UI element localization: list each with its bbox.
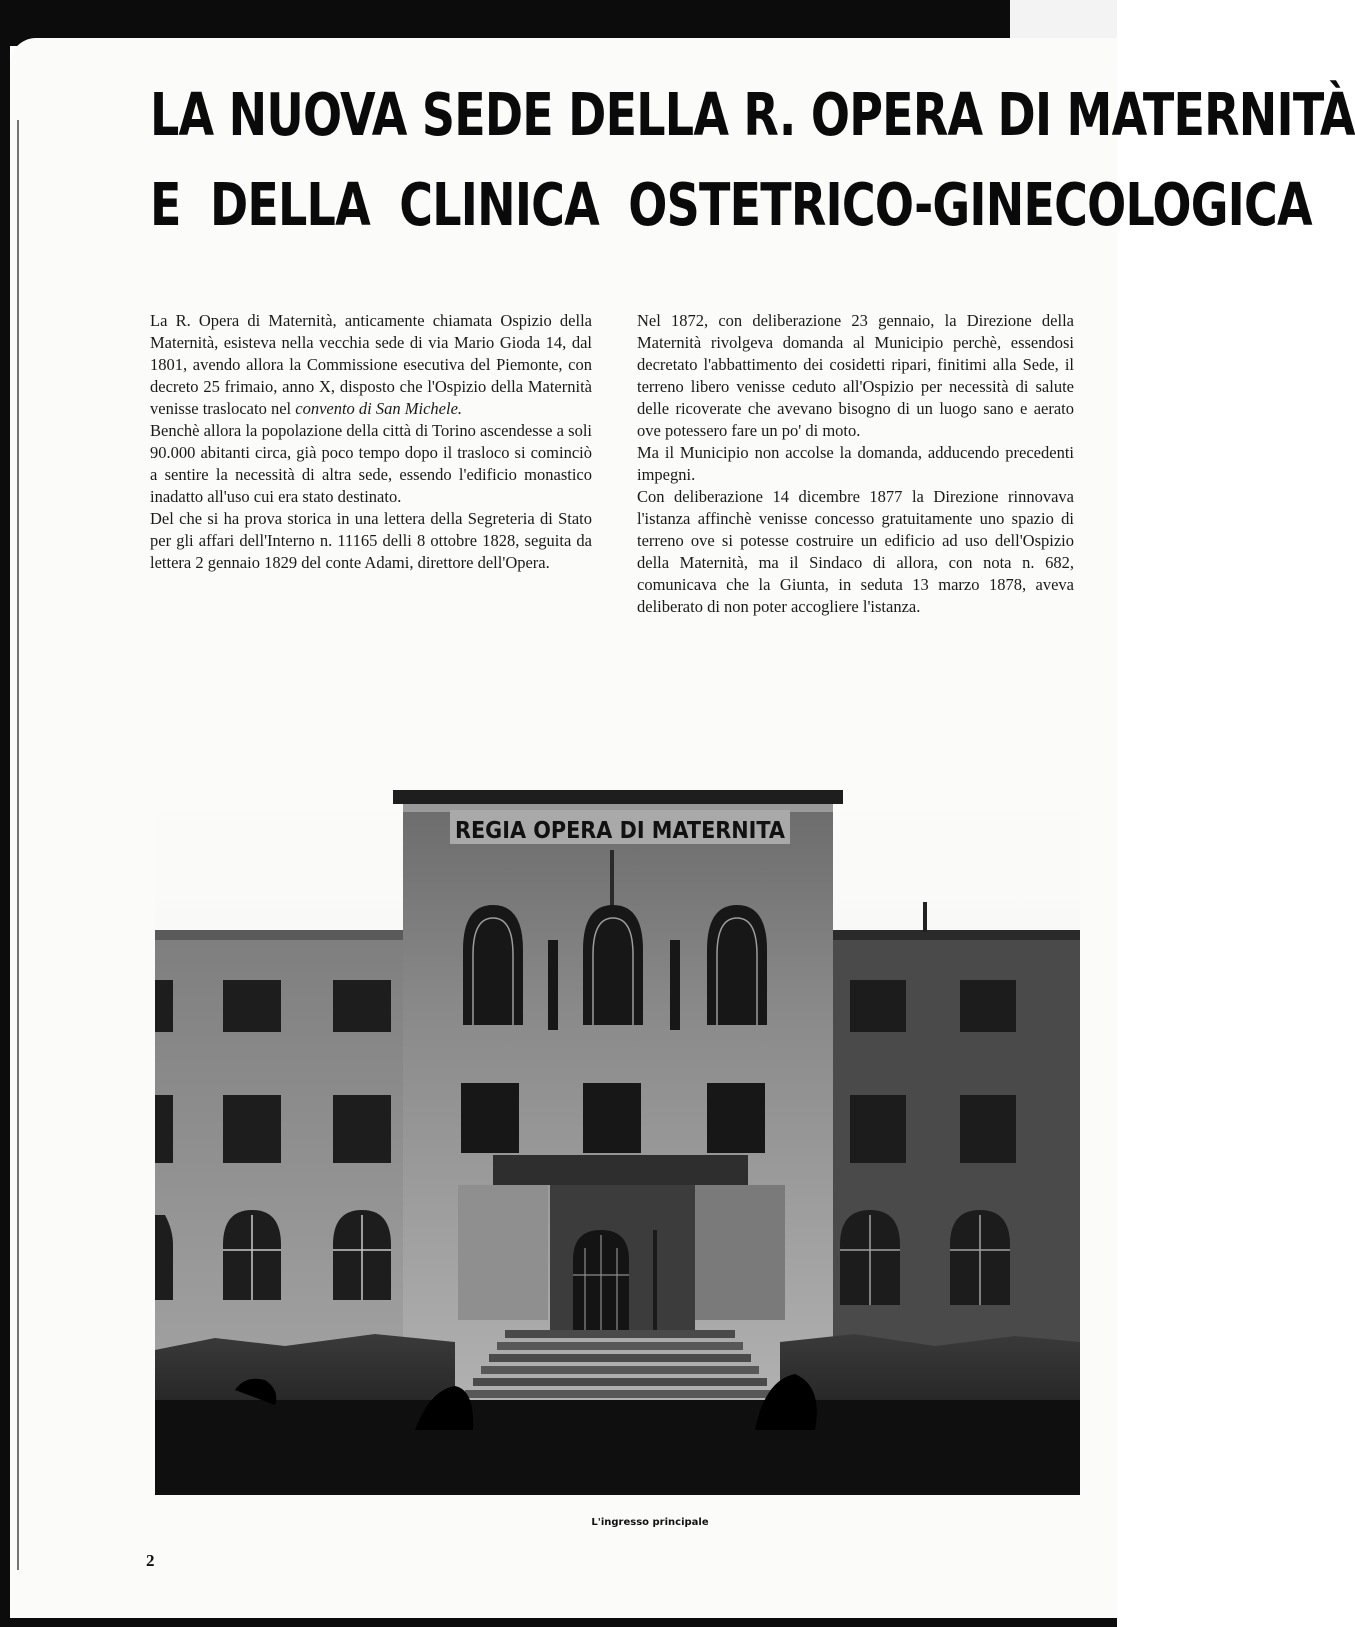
scan-border-corner [1010, 0, 1117, 38]
page-number: 2 [146, 1551, 155, 1570]
scan-border-left [0, 46, 10, 1627]
paragraph: Benchè allora la popolazione della città di Torino ascendesse a soli 90.000 abitanti circa, già poco tempo dopo il trasloco si cominciò a sentire la necessità di altra sede, essendo l'edificio monastico inadatto all'uso cui era stato destinato. [150, 421, 592, 506]
article-title-line-2: E DELLA CLINICA OSTETRICO-GINECOLOGICA [150, 170, 1312, 239]
article-title-line-1: LA NUOVA SEDE DELLA R. OPERA DI MATERNITÀ [150, 80, 1355, 149]
facade-sign: REGIA OPERA DI MATERNITA [455, 818, 786, 844]
paragraph: Del che si ha prova storica in una lettera della Segreteria di Stato per gli affari dell'Interno n. 11165 delli 8 ottobre 1828, seguita da lettera 2 gennaio 1829 del conte Adami, direttore dell'Opera. [150, 509, 592, 572]
photo-caption: L'ingresso principale [591, 1517, 709, 1528]
paragraph: Ma il Municipio non accolse la domanda, adducendo precedenti impegni. [637, 443, 1074, 484]
italic-place-name: convento di San Michele. [295, 399, 463, 418]
building-photograph [155, 790, 1080, 1495]
paragraph: Nel 1872, con deliberazione 23 gennaio, la Direzione della Maternità rivolgeva domanda al Municipio perchè, essendosi decretato l'abbattimento dei cosidetti ripari, finitimi alla Sede, il terreno libero venisse ceduto all'Ospizio per necessità di salute delle ricoverate che avevano bisogno di un luogo sano e aerato ove potessero fare un po' di moto. [637, 311, 1074, 440]
text-column-left [150, 310, 592, 574]
paragraph-text: La R. Opera di Maternità, anticamente chiamata Ospizio della Maternità, esisteva nella vecchia sede di via Mario Gioda 14, dal 1801, avendo allora la Commissione esecutiva del Piemonte, con decreto 25 frimaio, anno X, disposto che l'Ospizio della Maternità venisse traslocato nel [150, 311, 592, 418]
paragraph [150, 310, 592, 420]
binding-edge [17, 120, 19, 1570]
scan-border-bottom [0, 1618, 1117, 1627]
text-column-right [637, 310, 1074, 618]
paragraph: Con deliberazione 14 dicembre 1877 la Direzione rinnovava l'istanza affinchè venisse concesso gratuitamente uno spazio di terreno ove si potesse costruire un edificio ad uso dell'Ospizio della Maternità, ma il Sindaco di allora, con nota n. 682, comunicava che la Giunta, in seduta 13 marzo 1878, aveva deliberato di non poter accogliere l'istanza. [637, 487, 1074, 616]
